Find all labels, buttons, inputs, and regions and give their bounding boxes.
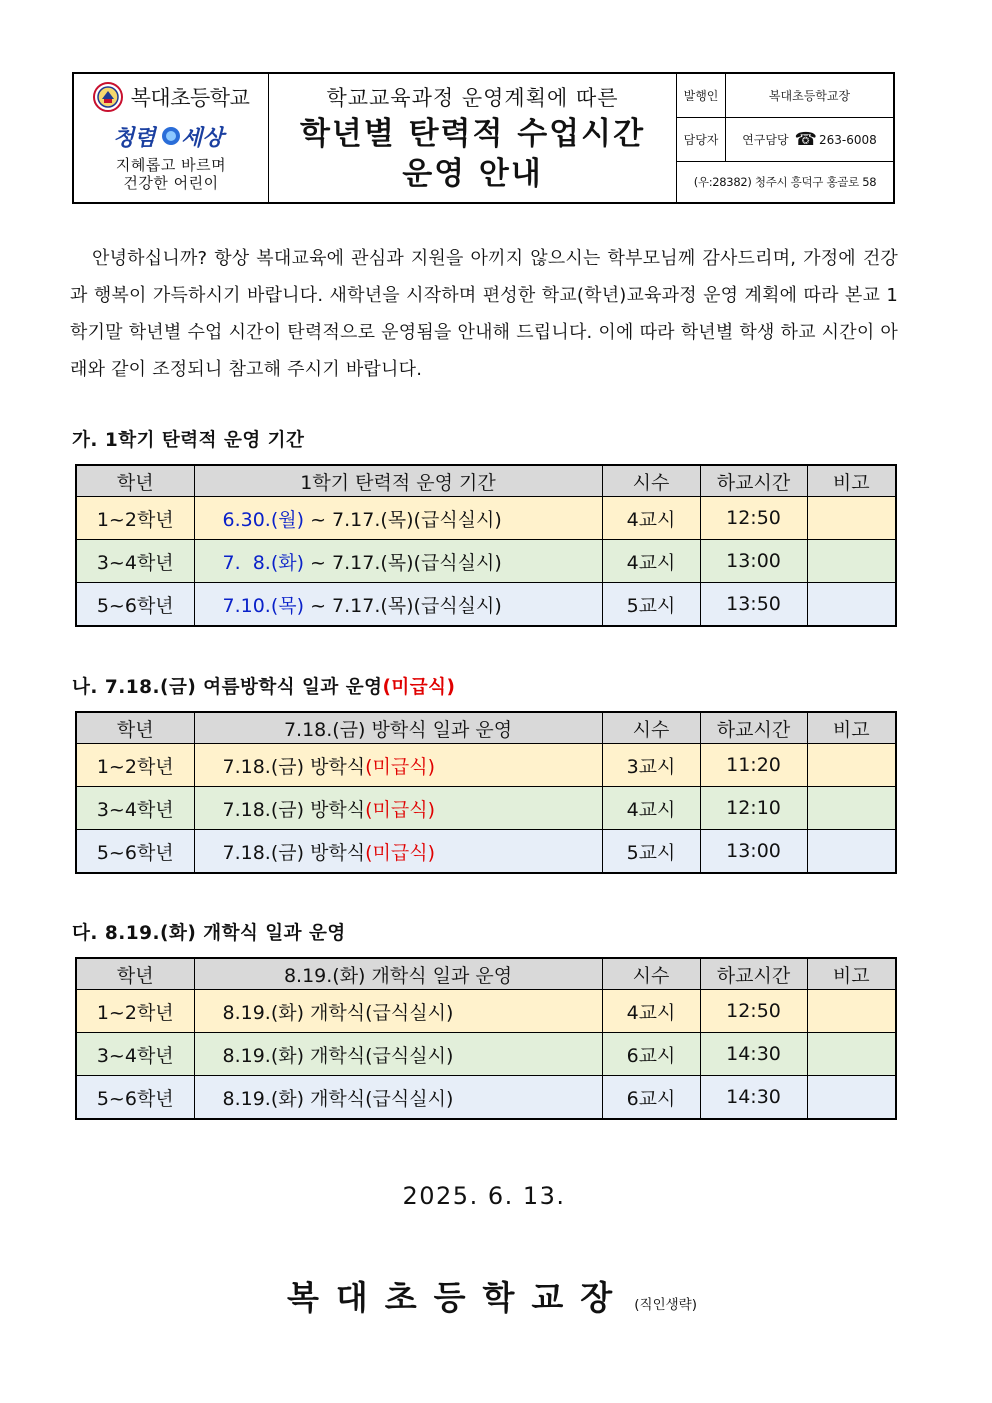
period-start: 7.10.(목) [222, 594, 305, 617]
event-red-text: (미급식) [365, 841, 436, 864]
hours-cell: 4교시 [602, 497, 700, 540]
phone-icon: ☎ [794, 129, 817, 150]
section-2-title [72, 673, 456, 699]
col-hours-header: 시수 [602, 958, 700, 990]
note-cell [807, 1076, 896, 1120]
publisher-value: 복대초등학교장 [768, 89, 851, 103]
grade-cell: 3~4학년 [76, 787, 194, 830]
motto-line-1: 지혜롭고 바르며 [115, 156, 227, 174]
col-grade-header: 학년 [76, 958, 194, 990]
school-name: 복대초등학교 [130, 86, 250, 110]
section-2-table [75, 711, 897, 874]
table-row [76, 990, 896, 1033]
document-title-block [269, 74, 677, 202]
note-cell [807, 583, 896, 627]
document-date: 2025. 6. 13. [402, 1182, 566, 1210]
table-row [76, 787, 896, 830]
event-text: 7.18.(금) 방학식 [222, 755, 366, 778]
hours-cell: 3교시 [602, 744, 700, 787]
motto-line-2: 건강한 어린이 [123, 174, 219, 192]
document-header [72, 72, 895, 204]
col-hours-header: 시수 [602, 712, 700, 744]
section-3-title: 다. 8.19.(화) 개학식 일과 운영 [72, 923, 346, 944]
school-address: (우:28382) 청주시 흥덕구 홍골로 58 [693, 175, 877, 189]
col-event-header: 7.18.(금) 방학식 일과 운영 [194, 712, 602, 744]
event-cell [194, 744, 602, 787]
dismissal-cell: 14:30 [700, 1076, 807, 1120]
table-row [76, 497, 896, 540]
publisher-label: 발행인 [677, 74, 726, 117]
svg-text:청렴: 청렴 [113, 126, 156, 151]
contact-value [726, 118, 893, 161]
note-cell [807, 744, 896, 787]
section-2-title-red: (미급식) [382, 677, 456, 698]
col-dismissal-header: 하교시간 [700, 465, 807, 497]
hours-cell: 5교시 [602, 830, 700, 874]
hours-cell: 4교시 [602, 540, 700, 583]
table-header-row [76, 958, 896, 990]
col-dismissal-header: 하교시간 [700, 712, 807, 744]
period-cell [194, 497, 602, 540]
dismissal-cell: 12:50 [700, 497, 807, 540]
event-cell: 8.19.(화) 개학식(급식실시) [194, 990, 602, 1033]
dismissal-cell: 12:10 [700, 787, 807, 830]
hours-cell: 6교시 [602, 1033, 700, 1076]
col-grade-header: 학년 [76, 712, 194, 744]
event-cell [194, 787, 602, 830]
hours-cell: 4교시 [602, 787, 700, 830]
note-cell [807, 497, 896, 540]
dismissal-cell: 13:00 [700, 540, 807, 583]
dismissal-cell: 12:50 [700, 990, 807, 1033]
period-end: ~ 7.17.(목)(급식실시) [304, 551, 502, 574]
event-cell: 8.19.(화) 개학식(급식실시) [194, 1076, 602, 1120]
col-event-header: 8.19.(화) 개학식 일과 운영 [194, 958, 602, 990]
svg-text:세상: 세상 [181, 126, 224, 151]
event-red-text: (미급식) [365, 798, 436, 821]
period-cell [194, 540, 602, 583]
period-start: 6.30.(월) [222, 508, 305, 531]
hours-cell: 4교시 [602, 990, 700, 1033]
contact-label: 담당자 [677, 118, 726, 161]
contact-phone: 263-6008 [819, 132, 877, 147]
section-1-title: 가. 1학기 탄력적 운영 기간 [72, 430, 305, 451]
dismissal-cell: 14:30 [700, 1033, 807, 1076]
school-identity [74, 74, 269, 202]
table-header-row [76, 712, 896, 744]
dismissal-cell: 13:50 [700, 583, 807, 627]
note-cell [807, 787, 896, 830]
school-name-row [93, 82, 250, 112]
table-row [76, 583, 896, 627]
publisher-row [677, 74, 893, 118]
principal-signature: 복대초등학교장 [287, 1278, 630, 1317]
section-2-title-text: 나. 7.18.(금) 여름방학식 일과 운영 [72, 677, 383, 698]
document-title-line-1: 학년별 탄력적 수업시간 [299, 116, 646, 152]
grade-cell: 3~4학년 [76, 540, 194, 583]
grade-cell: 1~2학년 [76, 497, 194, 540]
dismissal-cell: 11:20 [700, 744, 807, 787]
section-1-table [75, 464, 897, 627]
event-red-text: (미급식) [365, 755, 436, 778]
col-note-header: 비고 [807, 465, 896, 497]
col-note-header: 비고 [807, 712, 896, 744]
grade-cell: 5~6학년 [76, 830, 194, 874]
section-3-table [75, 957, 897, 1120]
signature-block [0, 1272, 984, 1319]
col-dismissal-header: 하교시간 [700, 958, 807, 990]
col-grade-header: 학년 [76, 465, 194, 497]
event-text: 7.18.(금) 방학식 [222, 798, 366, 821]
event-text: 7.18.(금) 방학식 [222, 841, 366, 864]
contact-row [677, 118, 893, 162]
col-note-header: 비고 [807, 958, 896, 990]
grade-cell: 5~6학년 [76, 583, 194, 627]
table-header-row [76, 465, 896, 497]
event-cell [194, 830, 602, 874]
document-title-line-2: 운영 안내 [402, 156, 543, 192]
clean-world-logo [111, 118, 231, 154]
contact-dept: 연구담당 [742, 133, 789, 147]
period-cell [194, 583, 602, 627]
seal-omitted-note: (직인생략) [634, 1297, 697, 1313]
publisher-info [677, 74, 893, 202]
school-emblem-icon [93, 82, 123, 112]
hours-cell: 5교시 [602, 583, 700, 627]
event-cell: 8.19.(화) 개학식(급식실시) [194, 1033, 602, 1076]
note-cell [807, 1033, 896, 1076]
hours-cell: 6교시 [602, 1076, 700, 1120]
grade-cell: 3~4학년 [76, 1033, 194, 1076]
address-row [677, 162, 893, 202]
grade-cell: 5~6학년 [76, 1076, 194, 1120]
document-subtitle: 학교교육과정 운영계획에 따른 [326, 86, 619, 110]
period-end: ~ 7.17.(목)(급식실시) [304, 594, 502, 617]
note-cell [807, 830, 896, 874]
period-end: ~ 7.17.(목)(급식실시) [304, 508, 502, 531]
intro-text: 안녕하십니까? 항상 복대교육에 관심과 지원을 아끼지 않으시는 학부모님께 감사드리며, 가정에 건강과 행복이 가득하시기 바랍니다. 새학년을 시작하며 편성한 학교(학년)교육과정 운영 계획에 따라 본교 1학기말 학년별 수업 시간이 탄력적으로 운영됨을 안내해 드립니다. 이에 따라 학년별 학생 하교 시간이 아래와 같이 조정되니 참고해 주시기 바랍니다. [70, 248, 898, 380]
dismissal-cell: 13:00 [700, 830, 807, 874]
grade-cell: 1~2학년 [76, 990, 194, 1033]
note-cell [807, 540, 896, 583]
table-row [76, 744, 896, 787]
period-start: 7. 8.(화) [222, 551, 305, 574]
table-row [76, 1033, 896, 1076]
col-period-header: 1학기 탄력적 운영 기간 [194, 465, 602, 497]
note-cell [807, 990, 896, 1033]
table-row [76, 830, 896, 874]
table-row [76, 1076, 896, 1120]
table-row [76, 540, 896, 583]
col-hours-header: 시수 [602, 465, 700, 497]
school-motto [116, 156, 226, 192]
intro-paragraph [70, 240, 898, 388]
grade-cell: 1~2학년 [76, 744, 194, 787]
